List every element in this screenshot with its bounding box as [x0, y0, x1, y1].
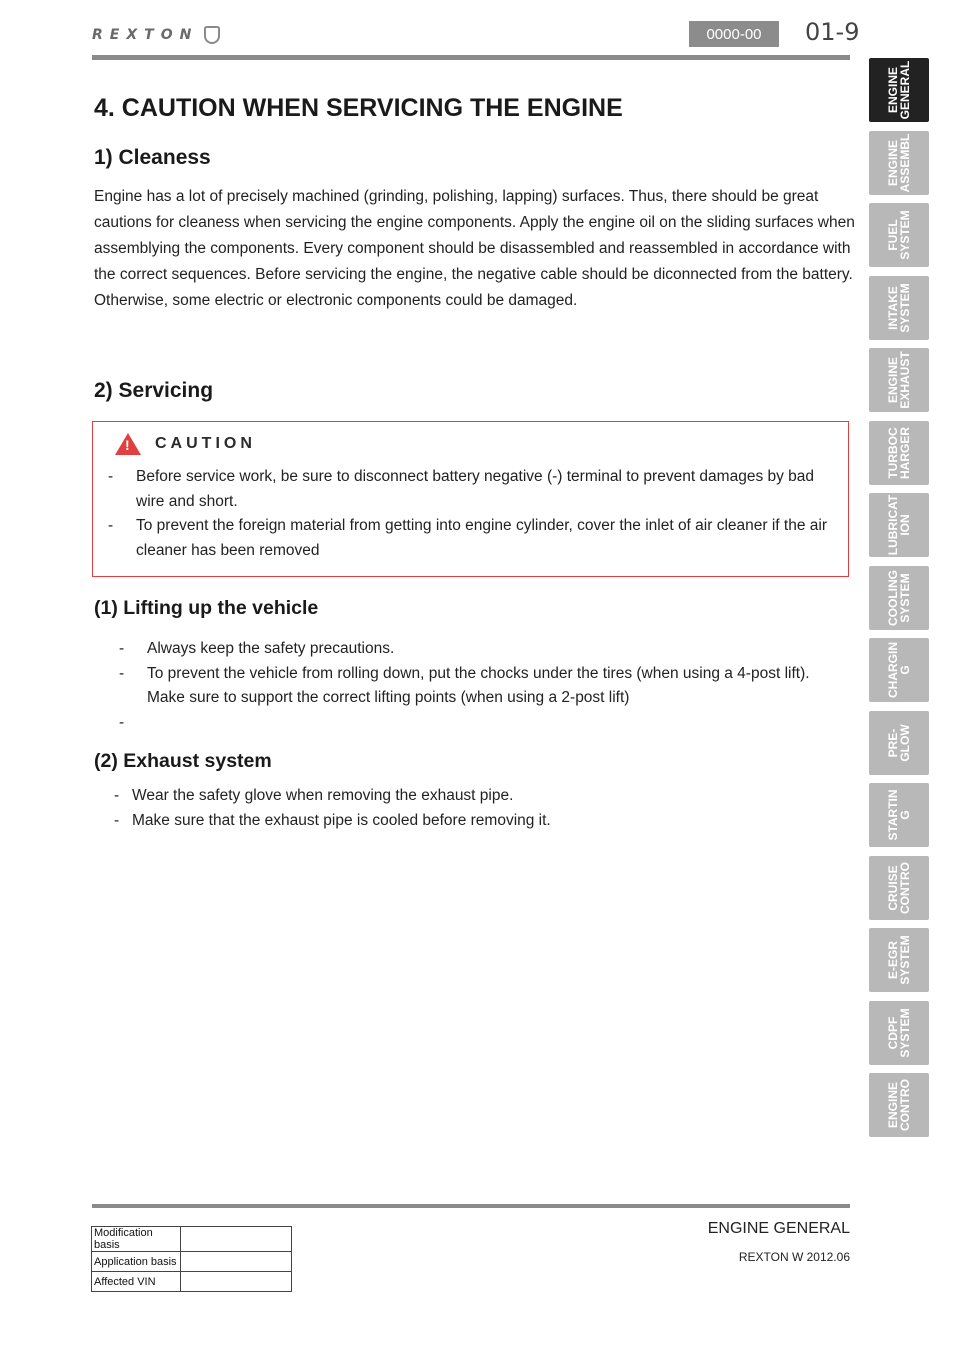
table-cell-label: Affected VIN: [92, 1272, 181, 1292]
tab-label: PRE- GLOW: [886, 723, 912, 762]
tab-lubrication[interactable]: [869, 493, 929, 557]
cleaness-heading: 1) Cleaness: [94, 146, 211, 169]
chapter-tabs: [869, 58, 929, 1146]
tab-label: TURBOC HARGER: [886, 426, 912, 479]
tab-charging[interactable]: [869, 638, 929, 702]
exhaust-list: [114, 784, 834, 833]
tab-label: INTAKE SYSTEM: [886, 282, 912, 333]
tab-engine-general[interactable]: [869, 58, 929, 122]
tab-engine-exhaust[interactable]: [869, 348, 929, 412]
exhaust-heading: (2) Exhaust system: [94, 750, 272, 772]
tab-label: COOLING SYSTEM: [886, 569, 912, 626]
footer-section-title: ENGINE GENERAL: [707, 1220, 850, 1237]
tab-label: LUBRICAT ION: [886, 494, 912, 556]
tab-intake-system[interactable]: [869, 276, 929, 340]
table-row: [92, 1227, 292, 1252]
cleaness-paragraph: Engine has a lot of precisely machined (grinding, polishing, lapping) surfaces. Thus, there should be great cautions for cleaness when servicing the engine components. Apply the engine oil on the sliding surfaces when assemblying the components. Every component should be disassembled and reassembled in accordance with the correct sequences. Before servicing the engine, the negative cable should be diconnected from the battery. Otherwise, some electric or electronic components could be damaged.: [94, 188, 855, 309]
tab-starting[interactable]: [869, 783, 929, 847]
tab-turbocharger[interactable]: [869, 421, 929, 485]
list-item: - Make sure that the exhaust pipe is cooled before removing it.: [114, 811, 551, 829]
lifting-list: [119, 637, 839, 735]
tab-label: STARTIN G: [886, 789, 912, 841]
tab-label: CRUISE CONTRO: [886, 861, 912, 914]
table-row: [92, 1252, 292, 1272]
tab-cooling-system[interactable]: [869, 566, 929, 630]
tab-engine-control[interactable]: [869, 1073, 929, 1137]
caution-item: - Before service work, be sure to disconnect battery negative (-) terminal to prevent damages by bad wire and short.: [108, 468, 815, 510]
table-cell-value: [181, 1272, 292, 1292]
tab-pre-glow[interactable]: [869, 711, 929, 775]
tab-label: ENGINE EXHAUST: [886, 351, 912, 409]
tab-label: ENGINE GENERAL: [886, 60, 912, 120]
table-cell-label: Application basis: [92, 1252, 181, 1272]
brand-wordmark: REXTON: [92, 27, 199, 43]
caution-box: [92, 421, 849, 577]
footer-rule: [92, 1204, 850, 1208]
footer-model: REXTON W 2012.06: [738, 1250, 850, 1264]
caution-item: - To prevent the foreign material from getting into engine cylinder, cover the inlet of air cleaner if the air cleaner has been removed: [108, 517, 827, 559]
tab-label: CHARGIN G: [886, 642, 912, 698]
tab-label: CDPF SYSTEM: [886, 1007, 912, 1058]
brand-logo: [92, 24, 242, 46]
page-title: 4. CAUTION WHEN SERVICING THE ENGINE: [94, 94, 623, 122]
tab-engine-assembly[interactable]: [869, 131, 929, 195]
caution-header: [115, 433, 256, 455]
tab-cdpf-system[interactable]: [869, 1001, 929, 1065]
table-row: [92, 1272, 292, 1292]
tab-label: ENGINE ASSEMBL: [886, 133, 912, 192]
list-item: -: [119, 713, 125, 731]
list-item: - To prevent the vehicle from rolling down, put the chocks under the tires (when using a 4-post lift). Make sure to support the correct lifting points (when using a 2-post lift): [119, 664, 810, 706]
table-cell-value: [181, 1227, 292, 1252]
caution-label: CAUTION: [155, 435, 256, 452]
page-number: 01-9: [805, 18, 860, 46]
tab-e-egr-system[interactable]: [869, 928, 929, 992]
servicing-heading: 2) Servicing: [94, 379, 214, 402]
lifting-heading: (1) Lifting up the vehicle: [94, 597, 319, 619]
table-cell-label: Modification basis: [92, 1227, 181, 1252]
tab-cruise-control[interactable]: [869, 856, 929, 920]
tab-label: FUEL SYSTEM: [886, 210, 912, 260]
brand-badge-icon: [204, 26, 220, 44]
revision-table: [91, 1226, 292, 1292]
header-rule: [92, 55, 850, 60]
tab-fuel-system[interactable]: [869, 203, 929, 267]
table-cell-value: [181, 1252, 292, 1272]
section-code: 0000-00: [689, 21, 779, 47]
caution-list: [108, 465, 833, 563]
tab-label: ENGINE CONTRO: [886, 1079, 912, 1131]
list-item: - Always keep the safety precautions.: [119, 640, 395, 657]
warning-triangle-icon: !: [115, 433, 141, 455]
tab-label: E-EGR SYSTEM: [886, 935, 912, 985]
list-item: - Wear the safety glove when removing the exhaust pipe.: [114, 787, 514, 804]
